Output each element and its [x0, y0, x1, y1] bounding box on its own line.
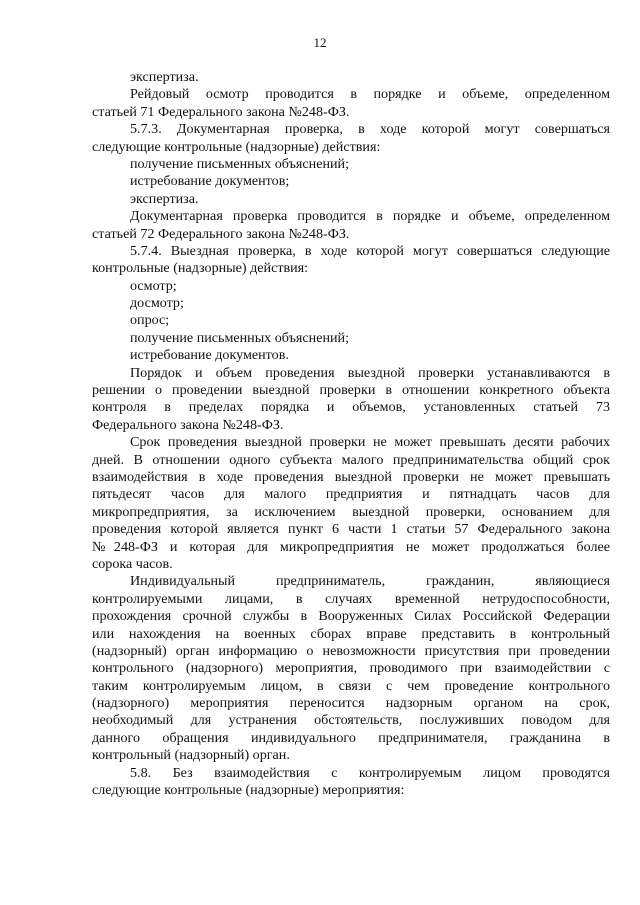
- text-line: Индивидуальный предприниматель, гражданин, являющиеся: [130, 573, 610, 590]
- text-line: Рейдовый осмотр проводится в порядке и объеме, определенном: [130, 86, 610, 103]
- text-line: (надзорный) орган информацию о невозможности присутствия при проведении: [92, 642, 610, 659]
- text-line: или нахождения на военных сборах вправе представить в контрольный: [92, 625, 610, 642]
- text-line: пятьдесят часов для малого предприятия и пятнадцать часов для: [92, 486, 610, 503]
- text-line: 5.7.4. Выездная проверка, в ходе которой могут совершаться следующие: [130, 242, 610, 259]
- text-line: опрос;: [130, 312, 170, 329]
- text-line: (надзорного) мероприятия переносится надзорным органом на срок,: [92, 695, 610, 712]
- text-line: №248-ФЗ и которая для микропредприятия не может продолжаться более: [92, 538, 610, 555]
- text-line: экспертиза.: [130, 69, 199, 85]
- text-line: получение письменных объяснений;: [130, 329, 349, 346]
- text-line: экспертиза.: [130, 190, 199, 207]
- text-line: решении о проведении выездной проверки в отношении конкретного объекта: [92, 382, 610, 399]
- text-line: следующие контрольные (надзорные) действия:: [92, 138, 381, 155]
- text-line: контрольного (надзорного) мероприятия, проводимого при взаимодействии с: [92, 660, 610, 677]
- text-line: 5.8. Без взаимодействия с контролируемым лицом проводятся: [130, 764, 610, 781]
- text-line: Порядок и объем проведения выездной проверки устанавливаются в: [130, 364, 610, 381]
- text-line: контрольные (надзорные) действия:: [92, 260, 309, 277]
- text-line: необходимый для устранения обстоятельств, послуживших поводом для: [92, 712, 610, 729]
- text-line: контроля в пределах порядка и объемов, установленных статьей 73: [92, 399, 610, 416]
- text-line: 5.7.3. Документарная проверка, в ходе которой могут совершаться: [130, 121, 610, 138]
- text-line: прохождения срочной службы в Вооруженных Силах Российской Федерации: [92, 608, 610, 625]
- text-line: микропредприятия, за исключением выездной проверки, основанием для: [92, 503, 610, 520]
- text-line: Документарная проверка проводится в порядке и объеме, определенном: [130, 208, 610, 225]
- text-line: контролируемыми лицами, в случаях временной нетрудоспособности,: [92, 590, 610, 607]
- text-line: статьей 72 Федерального закона №248-ФЗ.: [92, 225, 350, 242]
- text-line: истребование документов;: [130, 173, 290, 190]
- text-line: сорока часов.: [92, 555, 173, 572]
- text-line: взаимодействия в ходе проведения выездной проверки не может превышать: [92, 468, 610, 485]
- text-line: Федерального закона №248-ФЗ.: [92, 416, 284, 433]
- text-line: следующие контрольные (надзорные) мероприятия:: [92, 782, 405, 799]
- page-number: 12: [313, 35, 327, 50]
- text-line: проведения которой является пункт 6 части 1 статьи 57 Федерального закона: [92, 521, 610, 538]
- text-line: данного обращения индивидуального предпринимателя, гражданина в: [92, 729, 610, 746]
- text-line: истребование документов.: [130, 347, 289, 364]
- text-line: дней. В отношении одного субъекта малого предпринимательства общий срок: [92, 451, 610, 468]
- text-line: статьей 71 Федерального закона №248-ФЗ.: [92, 103, 350, 120]
- text-line: Срок проведения выездной проверки не может превышать десяти рабочих: [130, 434, 610, 451]
- document-body: [92, 69, 610, 799]
- text-line: получение письменных объяснений;: [130, 155, 349, 172]
- text-line: таким контролируемым лицом, в связи с чем проведение контрольного: [92, 677, 610, 694]
- text-line: досмотр;: [130, 295, 184, 312]
- text-line: контрольный (надзорный) орган.: [92, 747, 290, 764]
- text-line: осмотр;: [130, 277, 177, 294]
